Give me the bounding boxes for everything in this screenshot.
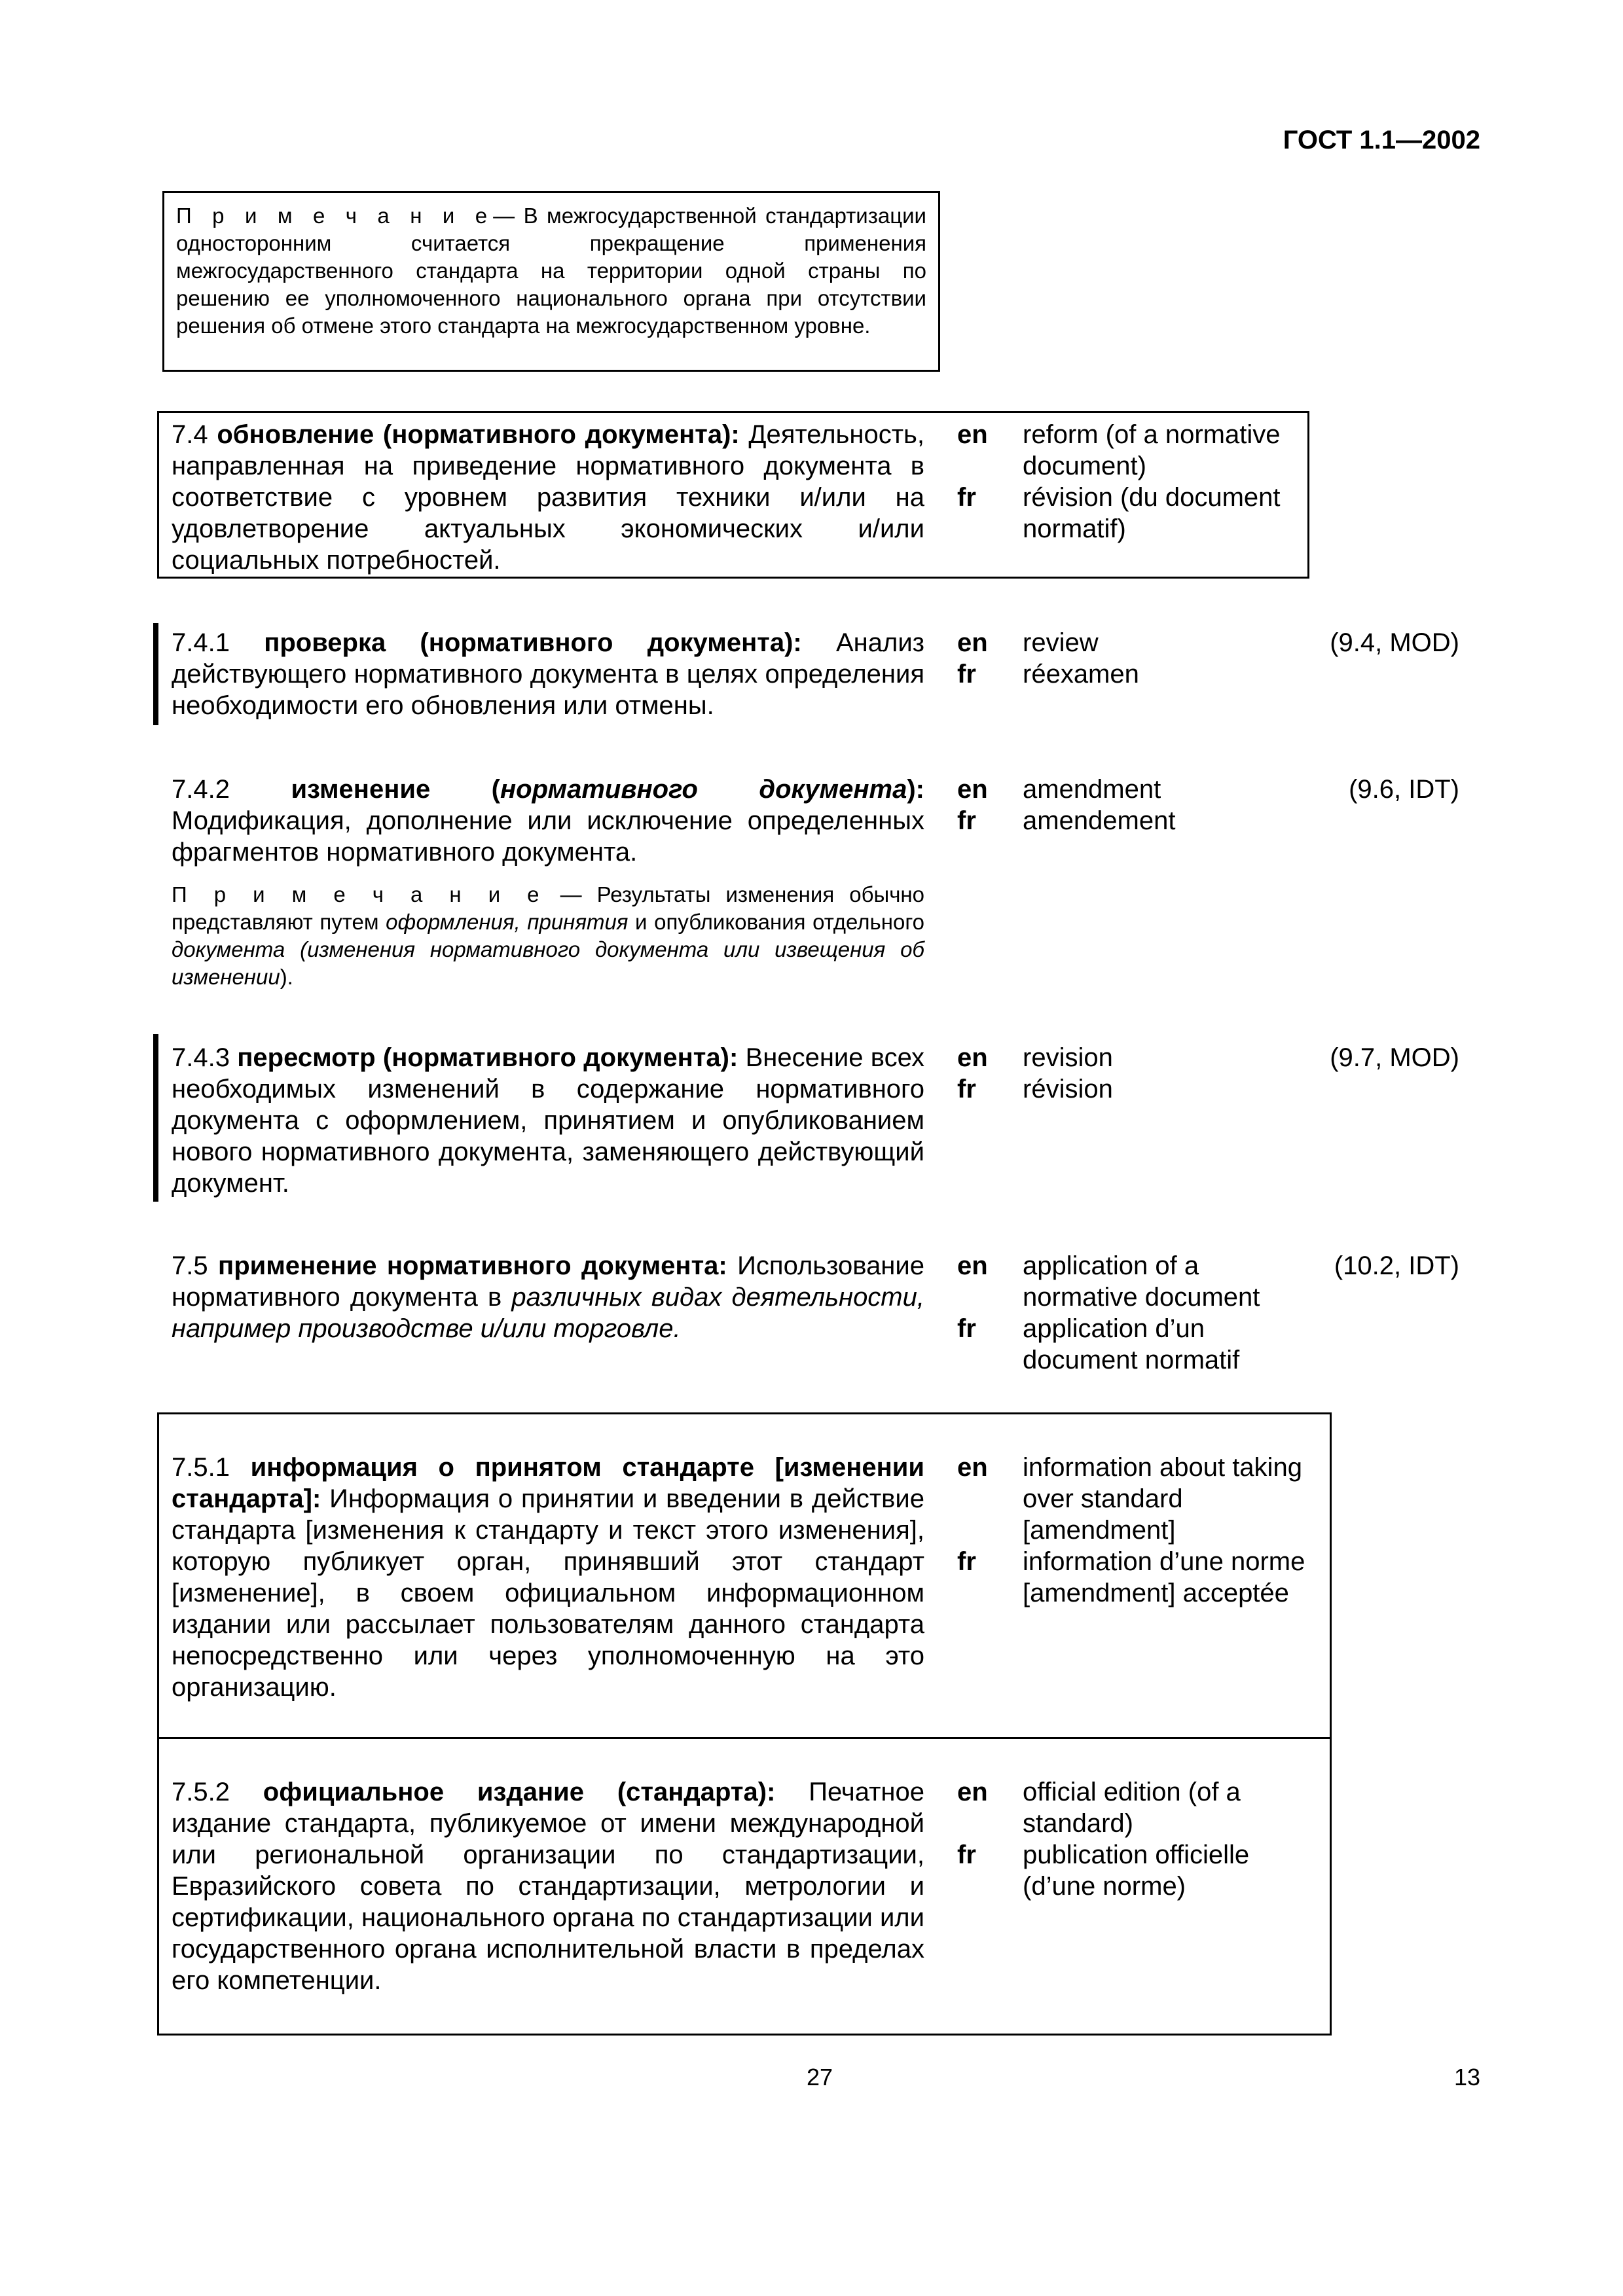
entry-term: информация о принятом стандарте [изменении стандарта]: [172, 1453, 924, 1513]
equiv-fr: réexamen [1023, 660, 1139, 689]
entry-term: применение нормативного документа: [218, 1251, 727, 1280]
note-text: ). [280, 965, 293, 989]
lang-en: en [957, 420, 988, 449]
lang-en: en [957, 628, 988, 657]
entry-text: Использование нормативного документа в [172, 1251, 924, 1312]
lang-fr: fr [957, 1314, 976, 1343]
note-box [162, 191, 940, 372]
document-code: ГОСТ 1.1—2002 [1283, 126, 1480, 154]
entry-definition-7-4 [172, 419, 924, 576]
entry-term: пересмотр (нормативного документа): [237, 1043, 739, 1072]
entry-number: 7.5.1 [172, 1453, 230, 1482]
change-bar [153, 1034, 158, 1202]
note-text: — В межгосударственной стандартизации односторонним считается прекращение применения межгосударственного стандарта на территории одной страны по решению ее уполномоченного национального органа при отсутствии решения об отмене этого стандарта на межгосударственном уровне. [176, 204, 926, 338]
entry-text: Модификация, дополнение или исключение определенных фрагментов нормативного документа. [172, 806, 924, 867]
equiv-fr: révision [1023, 1075, 1113, 1103]
entry-text: Печатное издание стандарта, публикуемое от имени международной или региональной организации по стандартизации, Евразийского совета по стандартизации, метрологии и сертификации, национального органа по стандартизации или государственного органа исполнительной власти в пределах его компетенции. [172, 1778, 924, 1995]
lang-en: en [957, 1043, 988, 1072]
entry-text-italic: различных видах деятельности, например производстве и/или торговле. [172, 1283, 924, 1343]
entry-term: проверка (нормативного документа): [264, 628, 802, 657]
equiv-en: amendment [1023, 775, 1161, 804]
lang-en: en [957, 1251, 988, 1280]
entry-term-end: ): [907, 775, 924, 804]
page-number-center: 27 [807, 2064, 833, 2090]
lang-en: en [957, 1778, 988, 1806]
lang-fr: fr [957, 660, 976, 689]
entry-definition-7-5-1 [172, 1452, 924, 1703]
entry-term: обновление (нормативного документа): [217, 420, 740, 449]
note-text: — Результаты изменения обычно представляют путем [172, 882, 924, 934]
entry-term: официальное издание (стандарта): [263, 1778, 776, 1806]
equiv-en: reform (of a normative document) [1023, 420, 1281, 480]
entry-text: Деятельность, направленная на приведение нормативного документа в соответствие с уровнем развития техники и/или на удовлетворение актуальных экономических и/или социальных потребностей. [172, 420, 924, 575]
entry-number: 7.5.2 [172, 1778, 230, 1806]
equiv-fr: publication officielle (d’une norme) [1023, 1840, 1250, 1901]
entry-number: 7.4.1 [172, 628, 230, 657]
entry-number: 7.4.2 [172, 775, 230, 804]
source-reference: (9.6, IDT) [1349, 775, 1459, 804]
entry-definition-7-4-3 [172, 1042, 924, 1199]
entry-term-italic: нормативного документа [500, 775, 907, 804]
entry-text: Внесение всех необходимых изменений в содержание нормативного документа с оформлением, принятием и опубликованием нового нормативного документа, заменяющего действующий документ. [172, 1043, 924, 1198]
equiv-fr: révision (du document normatif) [1023, 483, 1281, 543]
entry-definition-7-4-2 [172, 774, 924, 868]
source-reference: (9.7, MOD) [1330, 1043, 1459, 1072]
note-label: П р и м е ч а н и е [172, 882, 545, 906]
entry-definition-7-5-2 [172, 1776, 924, 1996]
entry-number: 7.4.3 [172, 1043, 230, 1072]
equiv-en: official edition (of a standard) [1023, 1778, 1241, 1838]
entry-text: Информация о принятии и введении в действие стандарта [изменения к стандарту и текст этого изменения], которую публикует орган, принявший этот стандарт [изменение], в своем официальном информационном издании или рассылает пользователям данного стандарта непосредственно или через уполномоченную на это организацию. [172, 1484, 924, 1702]
lang-fr: fr [957, 806, 976, 835]
note-text-italic: документа (изменения нормативного документа или извещения об изменении [172, 937, 924, 989]
entry-definition-7-5 [172, 1250, 924, 1344]
entry-definition-7-4-1 [172, 627, 924, 721]
equiv-fr: information d’une norme [amendment] acceptée [1023, 1547, 1305, 1607]
entry-number: 7.5 [172, 1251, 208, 1280]
change-bar [153, 623, 158, 725]
lang-fr: fr [957, 483, 976, 512]
box-divider [157, 1737, 1332, 1739]
note-text: и опубликования отдельного [628, 910, 924, 934]
source-reference: (9.4, MOD) [1330, 628, 1459, 657]
lang-fr: fr [957, 1075, 976, 1103]
equiv-en: review [1023, 628, 1099, 657]
note-text-italic: оформления, принятия [386, 910, 629, 934]
source-reference: (10.2, IDT) [1334, 1251, 1459, 1280]
equiv-en: revision [1023, 1043, 1113, 1072]
entry-number: 7.4 [172, 420, 208, 449]
entry-term: изменение ( [291, 775, 500, 804]
note-label: П р и м е ч а н и е [176, 204, 494, 228]
equiv-en: application of a normative document [1023, 1251, 1260, 1312]
equiv-fr: amendement [1023, 806, 1176, 835]
equiv-en: information about taking over standard [amendment] [1023, 1453, 1302, 1545]
lang-fr: fr [957, 1840, 976, 1869]
entry-note-7-4-2 [172, 881, 924, 991]
lang-fr: fr [957, 1547, 976, 1576]
lang-en: en [957, 1453, 988, 1482]
entry-text: Анализ действующего нормативного документа в целях определения необходимости его обновления или отмены. [172, 628, 924, 720]
lang-en: en [957, 775, 988, 804]
page-number-right: 13 [1453, 2064, 1480, 2090]
equiv-fr: application d’un document normatif [1023, 1314, 1240, 1374]
